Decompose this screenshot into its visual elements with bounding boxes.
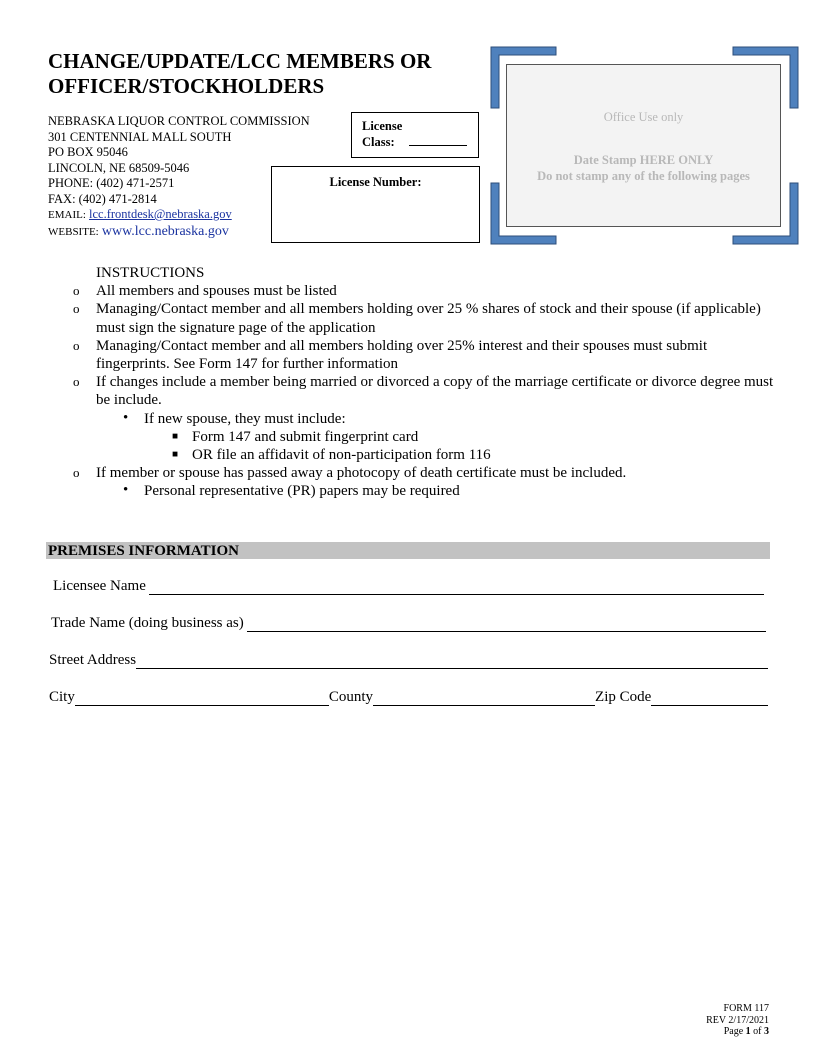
street-address-field[interactable] <box>136 654 768 669</box>
date-stamp-warning: Do not stamp any of the following pages <box>537 169 750 183</box>
license-class-blank[interactable] <box>409 134 467 146</box>
instructions-heading: INSTRUCTIONS <box>96 265 205 281</box>
city-label: City <box>49 689 75 705</box>
instruction-item: o If member or spouse has passed away a photocopy of death certificate must be included. <box>73 465 627 482</box>
street-address-row <box>49 652 768 669</box>
date-stamp-instruction: Date Stamp HERE ONLY <box>573 153 714 167</box>
city-field[interactable] <box>75 691 329 706</box>
street-address-label: Street Address <box>49 652 137 668</box>
license-number-label: License Number: <box>329 175 422 189</box>
agency-phone: PHONE: (402) 471-2571 <box>48 176 175 190</box>
licensee-name-label: Licensee Name <box>53 578 146 594</box>
trade-name-row <box>51 615 766 632</box>
instruction-item: o Managing/Contact member and all members holding over 25% interest and their spouses must submit fingerprints. See Form 147 for further information <box>73 337 708 373</box>
circle-bullet-icon: o <box>73 301 80 317</box>
form-number: FORM 117 <box>723 1003 769 1014</box>
page-total: 3 <box>764 1026 769 1037</box>
page-number: 1 <box>745 1026 751 1037</box>
instruction-subsubitem: ■ OR file an affidavit of non-participation form 116 <box>172 447 491 464</box>
zip-code-field[interactable] <box>651 691 768 706</box>
instruction-subsubitem: ■ Form 147 and submit fingerprint card <box>172 428 419 445</box>
disc-bullet-icon: • <box>123 409 129 426</box>
license-class-row <box>362 134 478 150</box>
instruction-subitem: • Personal representative (PR) papers may be required <box>123 482 460 500</box>
page-footer <box>706 1003 769 1038</box>
trade-name-label: Trade Name (doing business as) <box>51 615 244 631</box>
instruction-item: o If changes include a member being married or divorced a copy of the marriage certificate or divorce degree must be include. <box>73 374 774 409</box>
city-county-zip-row <box>49 689 768 706</box>
revision-date: REV 2/17/2021 <box>706 1014 769 1026</box>
page-title <box>48 49 468 99</box>
instruction-item: o Managing/Contact member and all members holding over 25 % shares of stock and their spouse (if applicable) must sign the signature page of the application <box>73 301 761 336</box>
square-bullet-icon: ■ <box>172 430 179 442</box>
office-stamp-area <box>490 46 799 245</box>
licensee-name-field[interactable] <box>149 580 764 595</box>
agency-fax: FAX: (402) 471-2814 <box>48 191 157 206</box>
circle-bullet-icon: o <box>73 337 80 353</box>
license-number-box[interactable] <box>271 166 480 243</box>
instruction-subitem: • If new spouse, they must include: <box>123 409 346 427</box>
agency-name: NEBRASKA LIQUOR CONTROL COMMISSION <box>48 114 310 128</box>
license-class-box[interactable] <box>351 112 479 158</box>
title-line-2: OFFICER/STOCKHOLDERS <box>48 74 325 98</box>
date-stamp-box <box>506 64 781 227</box>
county-label: County <box>328 689 374 705</box>
instruction-item: o All members and spouses must be listed <box>73 283 337 300</box>
instructions-section <box>73 264 776 501</box>
square-bullet-icon: ■ <box>172 449 179 461</box>
licensee-name-row <box>53 578 764 595</box>
county-field[interactable] <box>373 691 595 706</box>
title-line-1: CHANGE/UPDATE/LCC MEMBERS OR <box>48 49 432 73</box>
premises-section-header: PREMISES INFORMATION <box>46 542 770 559</box>
zip-code-label: Zip Code <box>595 689 652 705</box>
email-link[interactable]: lcc.frontdesk@nebraska.gov <box>89 207 232 221</box>
circle-bullet-icon: o <box>73 465 80 481</box>
agency-address-line-1: 301 CENTENNIAL MALL SOUTH <box>48 129 232 144</box>
office-use-label: Office Use only <box>603 110 684 124</box>
trade-name-field[interactable] <box>247 617 766 632</box>
agency-address-line-3: LINCOLN, NE 68509-5046 <box>48 160 190 175</box>
license-class-label-2: Class: <box>362 135 395 149</box>
page-indicator: Page 1 of 3 <box>723 1026 769 1037</box>
disc-bullet-icon: • <box>123 482 129 499</box>
website-label: WEBSITE: <box>48 225 99 238</box>
agency-address-line-2: PO BOX 95046 <box>48 145 128 159</box>
email-label: EMAIL: <box>48 209 86 221</box>
website-link[interactable]: www.lcc.nebraska.gov <box>101 223 229 239</box>
license-class-label-1: License <box>362 119 403 133</box>
circle-bullet-icon: o <box>73 374 80 390</box>
circle-bullet-icon: o <box>73 283 80 299</box>
